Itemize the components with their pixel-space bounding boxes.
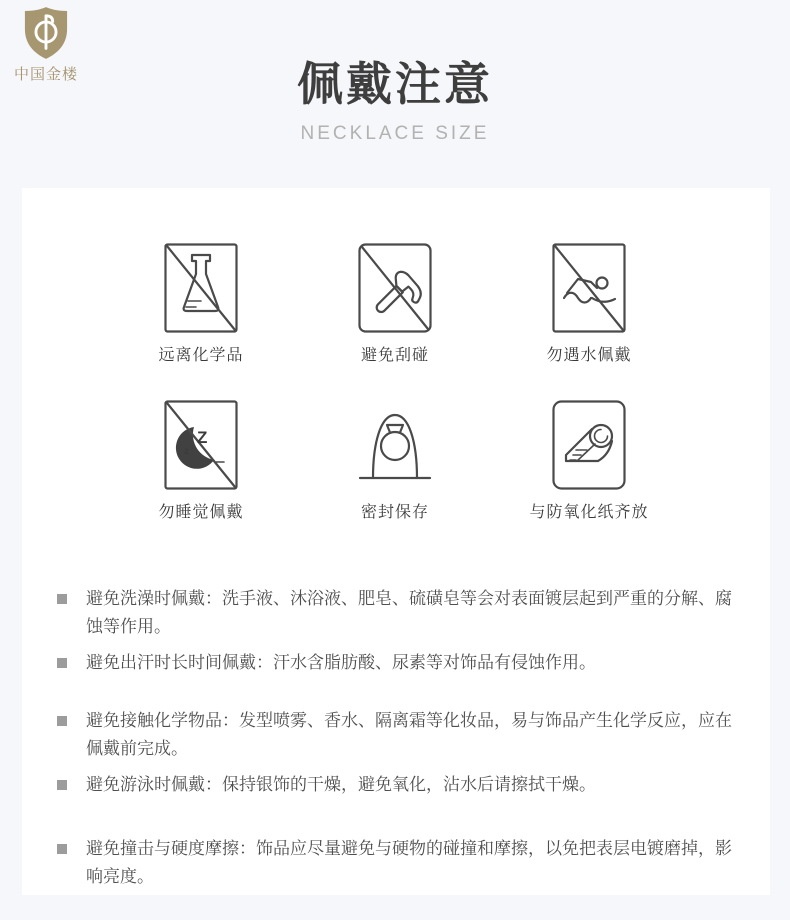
note-text: 避免出汗时长时间佩戴：汗水含脂肪酸、尿素等对饰品有侵蚀作用。 (86, 653, 596, 672)
page-subtitle: NECKLACE SIZE (300, 123, 490, 144)
care-item-label: 勿遇水佩戴 (546, 347, 632, 364)
care-item-label: 密封保存 (360, 504, 429, 521)
bullet-square-icon (57, 844, 67, 854)
bullet-square-icon (57, 780, 67, 790)
care-item-no-chemicals (104, 243, 298, 365)
note-text: 避免洗澡时佩戴：洗手液、沐浴液、肥皂、硫磺皂等会对表面镀层起到严重的分解、腐蚀等作用。 (86, 589, 732, 636)
care-item-label: 勿睡觉佩戴 (158, 504, 244, 521)
care-item-label: 与防氧化纸齐放 (529, 504, 649, 521)
no-knock-hammer-icon (358, 243, 432, 333)
note-text: 避免接触化学物品：发型喷雾、香水、隔离霜等化妆品，易与饰品产生化学反应，应在佩戴前完成。 (86, 711, 732, 758)
care-notes-list (57, 585, 739, 899)
note-text: 避免游泳时佩戴：保持银饰的干燥，避免氧化，沾水后请擦拭干燥。 (86, 775, 596, 794)
note-item (57, 771, 739, 799)
note-text: 避免撞击与硬度摩擦：饰品应尽量避免与硬物的碰撞和摩擦，以免把表层电镀磨掉，影响亮度。 (86, 839, 732, 886)
care-icon-grid (104, 243, 688, 522)
content-card (22, 188, 770, 895)
antioxidant-paper-roll-icon (552, 400, 626, 490)
page-title: 佩戴注意 (297, 58, 493, 110)
bullet-square-icon (57, 716, 67, 726)
note-item (57, 707, 739, 763)
care-item-no-sleep (104, 400, 298, 522)
bullet-square-icon (57, 658, 67, 668)
no-water-swimmer-icon (552, 243, 626, 333)
care-item-label: 避免刮碰 (360, 347, 429, 364)
no-chemicals-flask-icon (164, 243, 238, 333)
sealed-storage-ring-icon (358, 400, 432, 490)
section-header (0, 48, 790, 145)
care-item-no-water (492, 243, 686, 365)
svg-text:Z: Z (197, 428, 208, 447)
care-item-antioxidant-paper (492, 400, 686, 522)
care-item-no-knock (298, 243, 492, 365)
no-sleep-moon-icon (164, 400, 238, 490)
brand-name: 中国金楼 (13, 66, 78, 83)
note-item (57, 649, 739, 677)
note-item (57, 835, 739, 891)
note-item (57, 585, 739, 641)
svg-text:z: z (184, 446, 189, 457)
care-item-label: 远离化学品 (158, 347, 244, 364)
bullet-square-icon (57, 594, 67, 604)
care-item-sealed-storage (298, 400, 492, 522)
